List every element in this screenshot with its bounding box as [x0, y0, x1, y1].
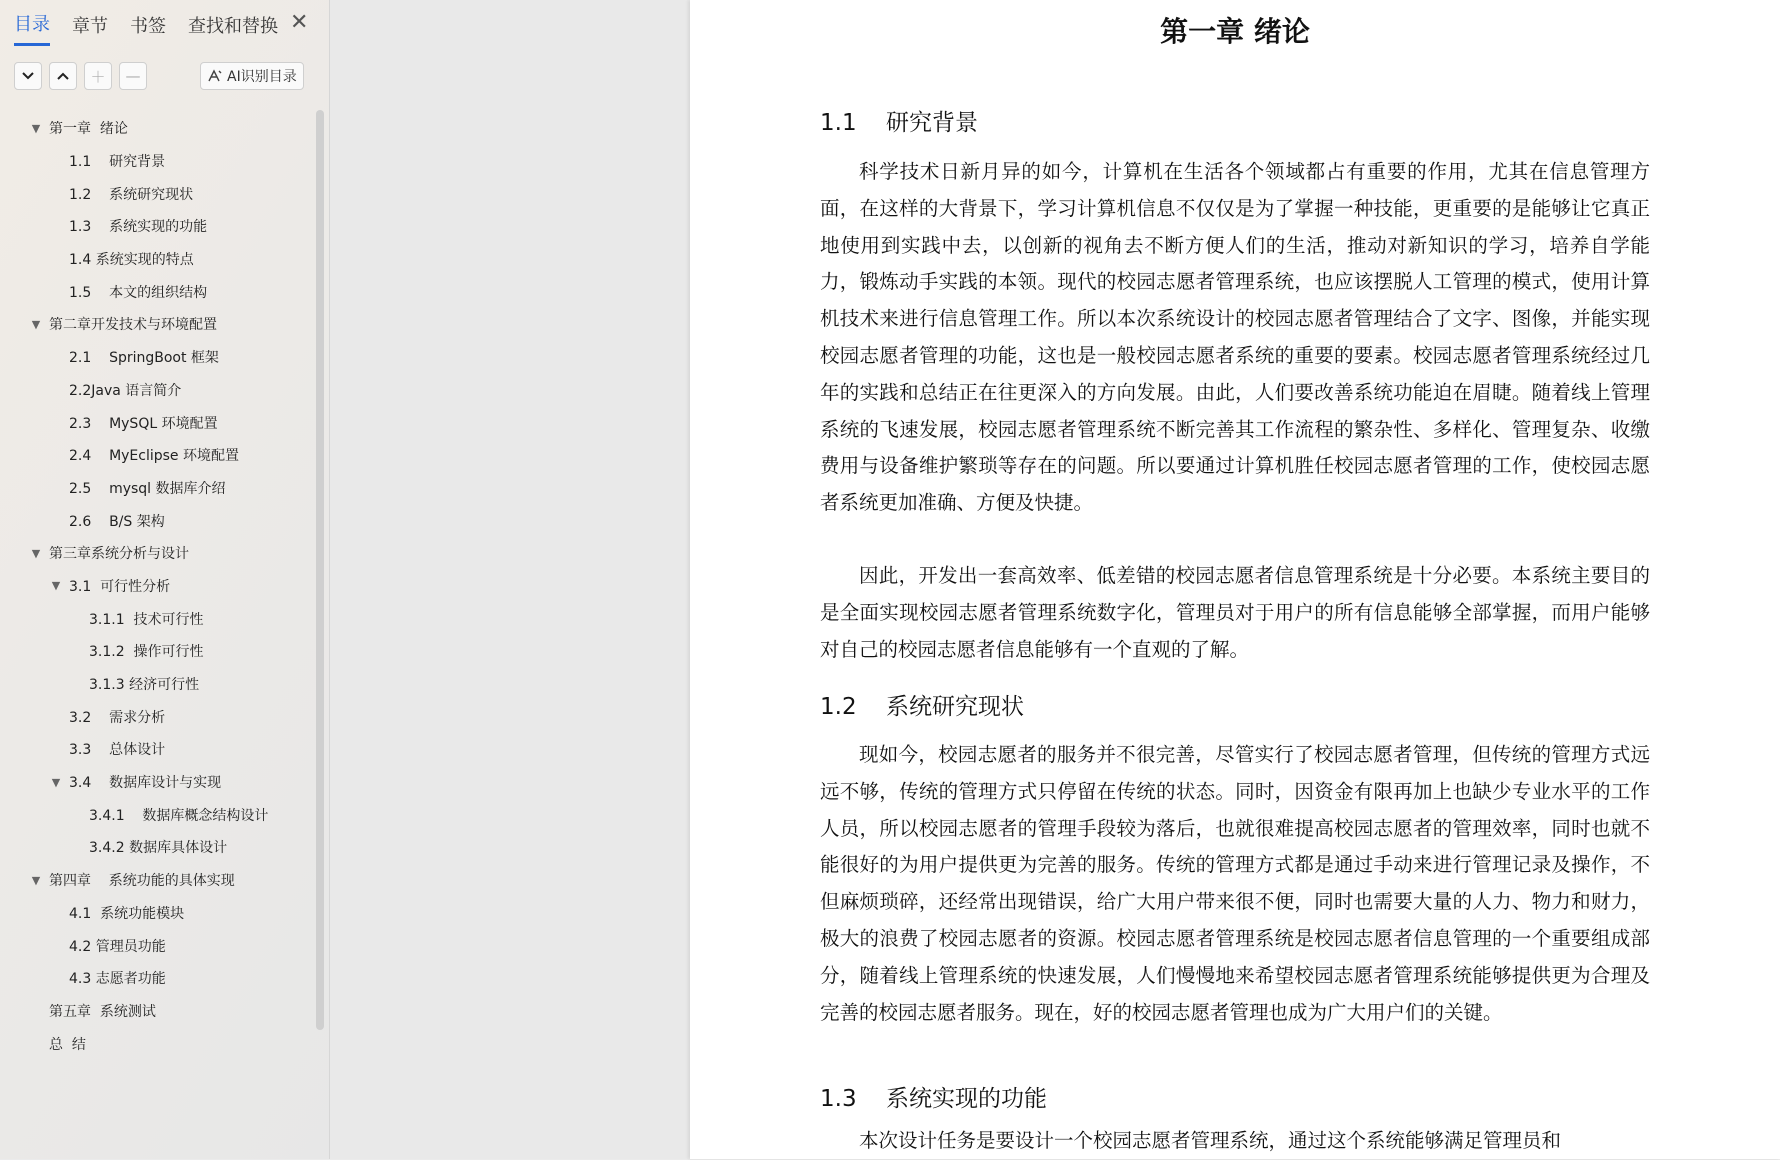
toc-item[interactable] — [0, 374, 310, 407]
tab-find-replace[interactable]: 查找和替换 — [188, 15, 278, 37]
toc-item-label: 2.6 B/S 架构 — [69, 513, 165, 530]
section-title: 研究背景 — [886, 110, 978, 136]
chevron-up-icon — [57, 72, 69, 80]
toc-item[interactable] — [0, 995, 310, 1028]
section-heading — [820, 104, 978, 137]
collapse-all-button[interactable] — [14, 62, 42, 90]
expand-all-button[interactable] — [49, 62, 77, 90]
page-margin-area — [330, 0, 690, 1159]
toc-item[interactable] — [0, 668, 310, 701]
tab-toc[interactable]: 目录 — [14, 10, 50, 46]
paragraph: 因此，开发出一套高效率、低差错的校园志愿者信息管理系统是十分必要。本系统主要目的是全面实现校园志愿者管理系统数字化，管理员对于用户的所有信息能够全部掌握，而用户能够对自己的校园志愿者信息能够有一个直观的了解。 — [820, 564, 1650, 661]
paragraph: 现如今，校园志愿者的服务并不很完善，尽管实行了校园志愿者管理，但传统的管理方式远远不够，传统的管理方式只停留在传统的状态。同时，因资金有限再加上也缺少专业水平的工作人员，所以校园志愿者的管理手段较为落后，也就很难提高校园志愿者的管理效率，同时也就不能很好的为用户提供更为完善的服务。传统的管理方式都是通过手动来进行管理记录及操作，不但麻烦琐碎，还经常出现错误，给广大用户带来很不便，同时也需要大量的人力、物力和财力，极大的浪费了校园志愿者的资源。校园志愿者管理系统是校园志愿者信息管理的一个重要组成部分，随着线上管理系统的快速发展，人们慢慢地来希望校园志愿者管理系统能够提供更为合理及完善的校园志愿者服务。现在，好的校园志愿者管理也成为广大用户们的关键。 — [820, 743, 1650, 1024]
chapter-title: 第一章 绪论 — [1160, 15, 1310, 48]
section-heading — [820, 688, 1024, 721]
section-title: 系统实现的功能 — [886, 1086, 1047, 1112]
section-number: 1.2 — [820, 694, 857, 720]
section-heading — [820, 1080, 1047, 1113]
toc-item-label: 3.3 总体设计 — [69, 742, 166, 759]
toc-item[interactable] — [0, 145, 310, 178]
toc-item[interactable] — [0, 210, 310, 243]
paragraph: 本次设计任务是要设计一个校园志愿者管理系统，通过这个系统能够满足管理员和 — [859, 1129, 1562, 1152]
toc-item-label: 3.4.1 数据库概念结构设计 — [89, 807, 269, 824]
toc-item-label: 3.1.2 操作可行性 — [89, 644, 204, 661]
toc-item-label: 2.2Java 语言简介 — [69, 382, 182, 399]
expand-caret-icon[interactable]: ▼ — [31, 121, 41, 135]
toc-item[interactable] — [0, 929, 310, 962]
expand-caret-icon[interactable]: ▼ — [31, 873, 41, 887]
toc-item-label: 2.4 MyEclipse 环境配置 — [69, 448, 239, 465]
toc-item-label: 3.1.1 技术可行性 — [89, 611, 204, 628]
toc-item[interactable] — [0, 602, 310, 635]
toc-scrollbar[interactable] — [316, 110, 324, 1030]
expand-caret-icon[interactable]: ▼ — [51, 775, 61, 789]
toc-item[interactable] — [0, 308, 310, 341]
toc-item[interactable] — [0, 635, 310, 668]
toc-item-label: 2.3 MySQL 环境配置 — [69, 415, 218, 432]
section-title: 系统研究现状 — [886, 694, 1024, 720]
plus-icon: ＋ — [90, 67, 106, 86]
minus-icon: — — [125, 67, 141, 85]
toc-item-label: 3.4.2 数据库具体设计 — [89, 840, 228, 857]
toc-item[interactable] — [0, 406, 310, 439]
toc-item-label: 2.1 SpringBoot 框架 — [69, 350, 219, 367]
toc-item-label: 2.5 mysql 数据库介绍 — [69, 480, 226, 497]
toc-item-label: 1.5 本文的组织结构 — [69, 284, 208, 301]
toc-item[interactable] — [0, 177, 310, 210]
toc-item[interactable] — [0, 341, 310, 374]
expand-caret-icon[interactable]: ▼ — [31, 317, 41, 331]
remove-heading-button[interactable] — [119, 62, 147, 90]
toc-item[interactable] — [0, 831, 310, 864]
toc-item-label: 第一章 绪论 — [49, 121, 128, 138]
toc-item[interactable] — [0, 1027, 310, 1060]
toc-item[interactable] — [0, 243, 310, 276]
toc-item[interactable] — [0, 439, 310, 472]
expand-caret-icon[interactable]: ▼ — [31, 546, 41, 560]
toc-item-label: 1.2 系统研究现状 — [69, 186, 194, 203]
toc-item-label: 1.1 研究背景 — [69, 154, 166, 171]
toc-item-label: 3.4 数据库设计与实现 — [69, 775, 222, 792]
toc-item-label: 4.3 志愿者功能 — [69, 971, 166, 988]
section-number: 1.3 — [820, 1086, 857, 1112]
toc-item-label: 4.2 管理员功能 — [69, 938, 166, 955]
ai-icon — [207, 69, 223, 83]
toc-item[interactable] — [0, 112, 310, 145]
toc-item-label: 第五章 系统测试 — [49, 1003, 156, 1020]
close-pane-icon[interactable]: ✕ — [290, 10, 309, 35]
toc-item-label: 3.1 可行性分析 — [69, 578, 171, 595]
toc-item[interactable] — [0, 537, 310, 570]
section-number: 1.1 — [820, 110, 857, 136]
nav-tabs — [14, 10, 278, 46]
toc-tree — [0, 112, 310, 1060]
toc-item-label: 1.3 系统实现的功能 — [69, 219, 208, 236]
document-page[interactable] — [690, 0, 1780, 1159]
toc-item[interactable] — [0, 864, 310, 897]
tab-chapters[interactable]: 章节 — [72, 15, 108, 37]
toc-item[interactable] — [0, 504, 310, 537]
toc-item[interactable] — [0, 766, 310, 799]
toc-item-label: 4.1 系统功能模块 — [69, 905, 185, 922]
toc-toolbar — [14, 62, 147, 90]
toc-item[interactable] — [0, 700, 310, 733]
toc-item[interactable] — [0, 962, 310, 995]
toc-item[interactable] — [0, 275, 310, 308]
toc-item[interactable] — [0, 733, 310, 766]
add-heading-button[interactable] — [84, 62, 112, 90]
toc-item-label: 3.2 需求分析 — [69, 709, 166, 726]
ai-recognize-toc-button[interactable] — [200, 62, 304, 90]
toc-item-label: 第二章开发技术与环境配置 — [49, 317, 217, 334]
navigation-pane — [0, 0, 330, 1159]
ai-button-label: AI识别目录 — [227, 69, 297, 85]
expand-caret-icon[interactable]: ▼ — [51, 579, 61, 593]
toc-item-label: 第三章系统分析与设计 — [49, 546, 189, 563]
paragraph: 科学技术日新月异的如今，计算机在生活各个领域都占有重要的作用，尤其在信息管理方面，在这样的大背景下，学习计算机信息不仅仅是为了掌握一种技能，更重要的是能够让它真正地使用到实践中去，以创新的视角去不断方便人们的生活，推动对新知识的学习，培养自学能力，锻炼动手实践的本领。现代的校园志愿者管理系统，也应该摆脱人工管理的模式，使用计算机技术来进行信息管理工作。所以本次系统设计的校园志愿者管理结合了文字、图像，并能实现校园志愿者管理的功能，这也是一般校园志愿者系统的重要的要素。校园志愿者管理系统经过几年的实践和总结正在往更深入的方向发展。由此，人们要改善系统功能迫在眉睫。随着线上管理系统的飞速发展，校园志愿者管理系统不断完善其工作流程的繁杂性、多样化、管理复杂、收缴费用与设备维护繁琐等存在的问题。所以要通过计算机胜任校园志愿者管理的工作，使校园志愿者系统更加准确、方便及快捷。 — [820, 160, 1650, 515]
toc-item-label: 1.4 系统实现的特点 — [69, 252, 194, 269]
toc-item[interactable] — [0, 897, 310, 930]
toc-item[interactable] — [0, 570, 310, 603]
toc-item-label: 3.1.3 经济可行性 — [89, 677, 200, 694]
chevron-down-icon — [22, 72, 34, 80]
tab-bookmarks[interactable]: 书签 — [130, 15, 166, 37]
toc-item[interactable] — [0, 472, 310, 505]
toc-item-label: 第四章 系统功能的具体实现 — [49, 873, 235, 890]
toc-item[interactable] — [0, 798, 310, 831]
toc-item-label: 总 结 — [49, 1036, 86, 1053]
